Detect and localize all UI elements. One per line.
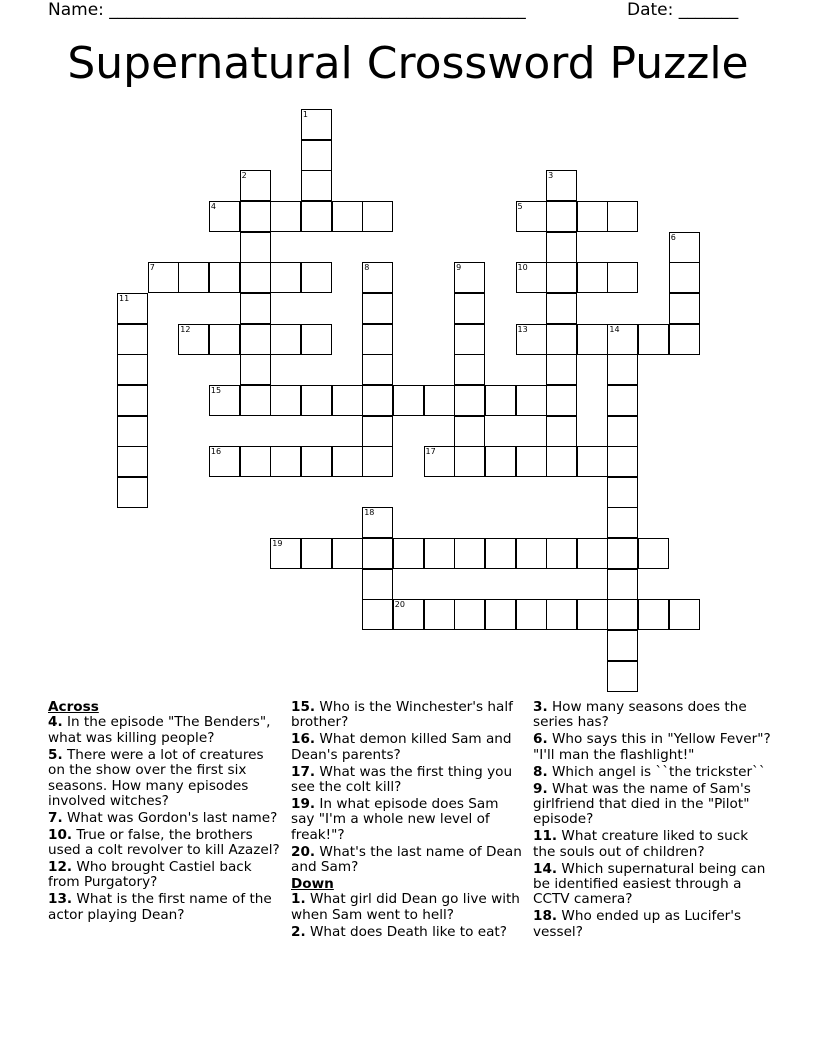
grid-cell[interactable]: [301, 324, 332, 355]
grid-cell[interactable]: [424, 446, 455, 477]
across-clue: [48, 748, 282, 810]
cell-number: 16: [210, 447, 222, 457]
clue-number: 16.: [291, 731, 316, 748]
grid-cell[interactable]: [240, 293, 271, 324]
clue-text: Who is the Winchester's half brother?: [291, 699, 513, 731]
grid-cell[interactable]: [270, 538, 301, 569]
clues-column-3: [533, 700, 773, 942]
grid-cell[interactable]: [332, 385, 363, 416]
clue-number: 19.: [291, 795, 316, 812]
clue-number: 5.: [48, 746, 63, 763]
clue-text: What's the last name of Dean and Sam?: [291, 843, 522, 876]
grid-cell[interactable]: [516, 201, 547, 232]
grid-cell[interactable]: [424, 599, 455, 630]
down-clue: [533, 862, 773, 908]
grid-cell[interactable]: [669, 293, 700, 324]
grid-cell[interactable]: [393, 385, 424, 416]
cell-number: 17: [425, 447, 436, 457]
clue-text: There were a lot of creatures on the show over the first six seasons. How many episodes involved witches?: [48, 746, 264, 809]
date-blank[interactable]: _______: [678, 0, 739, 20]
grid-cell[interactable]: [638, 324, 669, 355]
grid-cell[interactable]: [117, 477, 148, 508]
grid-cell[interactable]: [607, 262, 638, 293]
clue-text: In what episode does Sam say "I'm a whole new level of freak!"?: [291, 795, 499, 843]
cell-number: 10: [517, 263, 528, 273]
grid-cell[interactable]: [546, 324, 577, 355]
grid-cell[interactable]: [516, 446, 547, 477]
grid-cell[interactable]: [485, 446, 516, 477]
grid-cell[interactable]: [362, 446, 393, 477]
grid-cell[interactable]: [607, 477, 638, 508]
clue-text: True or false, the brothers used a colt revolver to kill Azazel?: [48, 826, 280, 859]
grid-cell[interactable]: [301, 109, 332, 140]
grid-cell[interactable]: [638, 538, 669, 569]
cell-number: 15: [210, 385, 222, 395]
grid-cell[interactable]: [546, 262, 577, 293]
across-clue-list-part-1: [48, 715, 282, 923]
clue-text: What creature liked to suck the souls out of children?: [533, 828, 749, 860]
grid-cell[interactable]: [546, 201, 577, 232]
clue-number: 9.: [533, 780, 548, 797]
cell-number: 6: [670, 232, 676, 242]
clue-number: 17.: [291, 763, 316, 780]
grid-cell[interactable]: [362, 385, 393, 416]
grid-cell[interactable]: [362, 293, 393, 324]
clue-number: 4.: [48, 714, 63, 731]
grid-cell[interactable]: [240, 232, 271, 263]
grid-cell[interactable]: [454, 416, 485, 447]
across-clue: [291, 797, 525, 843]
grid-cell[interactable]: [240, 201, 271, 232]
clue-number: 2.: [291, 923, 306, 940]
grid-cell[interactable]: [607, 446, 638, 477]
grid-cell[interactable]: [301, 385, 332, 416]
grid-cell[interactable]: [362, 354, 393, 385]
grid-cell[interactable]: [117, 293, 148, 324]
grid-cell[interactable]: [240, 446, 271, 477]
grid-cell[interactable]: [577, 324, 608, 355]
grid-cell[interactable]: [332, 538, 363, 569]
grid-cell[interactable]: [454, 293, 485, 324]
clue-number: 14.: [533, 860, 558, 877]
grid-cell[interactable]: [485, 385, 516, 416]
grid-cell[interactable]: [607, 507, 638, 538]
grid-cell[interactable]: [178, 324, 209, 355]
grid-cell[interactable]: [240, 170, 271, 201]
down-clue: [533, 782, 773, 828]
clue-text: Who says this in "Yellow Fever"? "I'll man the flashlight!": [533, 731, 771, 763]
grid-cell[interactable]: [270, 446, 301, 477]
grid-cell[interactable]: [454, 385, 485, 416]
clue-number: 6.: [533, 731, 548, 748]
grid-cell[interactable]: [607, 385, 638, 416]
grid-cell[interactable]: [546, 354, 577, 385]
clue-text: What was Gordon's last name?: [62, 809, 278, 826]
grid-cell[interactable]: [270, 385, 301, 416]
grid-cell[interactable]: [546, 293, 577, 324]
across-clue: [291, 845, 525, 876]
name-blank[interactable]: _________________________________________________: [109, 0, 526, 20]
clue-text: What is the first name of the actor playing Dean?: [48, 891, 272, 923]
grid-cell[interactable]: [577, 599, 608, 630]
grid-cell[interactable]: [270, 262, 301, 293]
across-clue: [48, 892, 282, 923]
grid-cell[interactable]: [669, 324, 700, 355]
down-clue: [291, 892, 525, 923]
clue-number: 20.: [291, 843, 316, 860]
clue-text: In the episode "The Benders", what was killing people?: [48, 714, 271, 746]
clue-number: 3.: [533, 699, 548, 715]
clue-text: How many seasons does the series has?: [533, 699, 747, 731]
grid-cell[interactable]: [669, 232, 700, 263]
across-clue: [48, 715, 282, 746]
clue-number: 10.: [48, 826, 73, 843]
grid-cell[interactable]: [454, 324, 485, 355]
grid-cell[interactable]: [362, 201, 393, 232]
name-label: Name:: [48, 0, 104, 20]
grid-cell[interactable]: [209, 324, 240, 355]
grid-cell[interactable]: [393, 599, 424, 630]
grid-cell[interactable]: [638, 599, 669, 630]
clue-text: What was the first thing you see the colt kill?: [291, 763, 513, 796]
grid-cell[interactable]: [270, 201, 301, 232]
grid-cell[interactable]: [607, 201, 638, 232]
grid-cell[interactable]: [209, 262, 240, 293]
clues-column-1: [48, 700, 282, 925]
grid-cell[interactable]: [454, 446, 485, 477]
puzzle-title: Supernatural Crossword Puzzle: [67, 38, 749, 89]
cell-number: 4: [210, 201, 216, 211]
grid-cell[interactable]: [301, 170, 332, 201]
grid-cell[interactable]: [117, 416, 148, 447]
across-heading: Across: [48, 699, 99, 715]
grid-cell[interactable]: [393, 538, 424, 569]
grid-cell[interactable]: [332, 201, 363, 232]
down-clue: [533, 829, 773, 860]
down-clue: [533, 765, 773, 780]
grid-cell[interactable]: [362, 507, 393, 538]
clue-text: Which supernatural being can be identified easiest through a CCTV camera?: [533, 860, 766, 908]
grid-cell[interactable]: [301, 201, 332, 232]
grid-cell[interactable]: [607, 599, 638, 630]
down-clue: [533, 909, 773, 940]
clue-number: 13.: [48, 891, 73, 908]
grid-cell[interactable]: [516, 262, 547, 293]
grid-cell[interactable]: [209, 446, 240, 477]
cell-number: 12: [180, 324, 191, 334]
grid-cell[interactable]: [454, 262, 485, 293]
grid-cell[interactable]: [362, 538, 393, 569]
grid-cell[interactable]: [301, 140, 332, 171]
grid-cell[interactable]: [546, 170, 577, 201]
clue-number: 18.: [533, 908, 558, 925]
cell-number: 2: [241, 171, 247, 181]
across-clue-list-part-2: [291, 700, 525, 875]
grid-cell[interactable]: [240, 262, 271, 293]
grid-cell[interactable]: [424, 385, 455, 416]
grid-cell[interactable]: [546, 599, 577, 630]
down-clue: [533, 732, 773, 763]
cell-number: 11: [119, 293, 130, 303]
grid-cell[interactable]: [516, 599, 547, 630]
grid-cell[interactable]: [209, 201, 240, 232]
grid-cell[interactable]: [485, 538, 516, 569]
grid-cell[interactable]: [577, 446, 608, 477]
grid-cell[interactable]: [362, 599, 393, 630]
clue-text: Who ended up as Lucifer's vessel?: [533, 908, 742, 940]
grid-cell[interactable]: [301, 446, 332, 477]
across-clue: [48, 828, 282, 859]
grid-cell[interactable]: [607, 538, 638, 569]
grid-cell[interactable]: [209, 385, 240, 416]
grid-cell[interactable]: [362, 324, 393, 355]
down-clue-list-part-2: [533, 700, 773, 940]
grid-cell[interactable]: [516, 324, 547, 355]
clue-number: 11.: [533, 828, 558, 845]
grid-cell[interactable]: [362, 569, 393, 600]
clue-text: Who brought Castiel back from Purgatory?: [48, 859, 252, 891]
cell-number: 13: [517, 324, 528, 334]
across-clue: [291, 732, 525, 763]
grid-cell[interactable]: [607, 661, 638, 692]
clue-text: Which angel is ``the trickster``: [547, 763, 766, 780]
grid-cell[interactable]: [577, 201, 608, 232]
grid-cell[interactable]: [546, 538, 577, 569]
grid-cell[interactable]: [117, 324, 148, 355]
grid-cell[interactable]: [148, 262, 179, 293]
grid-cell[interactable]: [516, 385, 547, 416]
cell-number: 1: [302, 110, 308, 119]
cell-number: 20: [394, 600, 405, 610]
cell-number: 9: [456, 263, 462, 273]
grid-cell[interactable]: [607, 569, 638, 600]
grid-cell[interactable]: [362, 262, 393, 293]
grid-cell[interactable]: [301, 538, 332, 569]
grid-cell[interactable]: [485, 599, 516, 630]
grid-cell[interactable]: [516, 538, 547, 569]
clue-number: 15.: [291, 699, 316, 715]
across-clue: [291, 765, 525, 796]
grid-cell[interactable]: [607, 416, 638, 447]
across-clue: [48, 860, 282, 891]
clue-number: 12.: [48, 859, 73, 876]
grid-cell[interactable]: [577, 538, 608, 569]
across-clue: [291, 700, 525, 731]
cell-number: 8: [364, 263, 370, 273]
grid-cell[interactable]: [546, 232, 577, 263]
grid-cell[interactable]: [240, 324, 271, 355]
clue-number: 7.: [48, 809, 63, 826]
clues-column-2: [291, 700, 525, 942]
clue-text: What girl did Dean go live with when Sam went to hell?: [291, 891, 520, 923]
cell-number: 19: [272, 539, 283, 549]
grid-cell[interactable]: [546, 385, 577, 416]
grid-cell[interactable]: [669, 599, 700, 630]
grid-cell[interactable]: [117, 446, 148, 477]
down-clue: [533, 700, 773, 731]
grid-cell[interactable]: [270, 324, 301, 355]
grid-cell[interactable]: [607, 324, 638, 355]
cell-number: 5: [517, 201, 523, 211]
cell-number: 18: [364, 508, 375, 518]
cell-number: 14: [609, 324, 620, 334]
grid-cell[interactable]: [454, 354, 485, 385]
date-label: Date:: [627, 0, 674, 20]
clue-text: What does Death like to eat?: [305, 923, 507, 940]
down-clue-list-part-1: [291, 892, 525, 940]
grid-cell[interactable]: [607, 354, 638, 385]
clue-number: 8.: [533, 763, 548, 780]
grid-cell[interactable]: [117, 354, 148, 385]
clue-text: What was the name of Sam's girlfriend that died in the "Pilot" episode?: [533, 780, 751, 828]
grid-cell[interactable]: [332, 446, 363, 477]
grid-cell[interactable]: [454, 599, 485, 630]
clue-number: 1.: [291, 891, 306, 908]
grid-cell[interactable]: [301, 262, 332, 293]
grid-cell[interactable]: [669, 262, 700, 293]
clue-text: What demon killed Sam and Dean's parents?: [291, 731, 512, 763]
grid-cell[interactable]: [546, 446, 577, 477]
grid-cell[interactable]: [240, 354, 271, 385]
grid-cell[interactable]: [546, 416, 577, 447]
down-heading: Down: [291, 875, 334, 892]
grid-cell[interactable]: [117, 385, 148, 416]
cell-number: 7: [149, 263, 155, 273]
grid-cell[interactable]: [577, 262, 608, 293]
grid-cell[interactable]: [240, 385, 271, 416]
across-clue: [48, 811, 282, 826]
down-clue: [291, 925, 525, 940]
grid-cell[interactable]: [424, 538, 455, 569]
grid-cell[interactable]: [362, 416, 393, 447]
cell-number: 3: [548, 171, 554, 181]
grid-cell[interactable]: [178, 262, 209, 293]
grid-cell[interactable]: [454, 538, 485, 569]
grid-cell[interactable]: [607, 630, 638, 661]
